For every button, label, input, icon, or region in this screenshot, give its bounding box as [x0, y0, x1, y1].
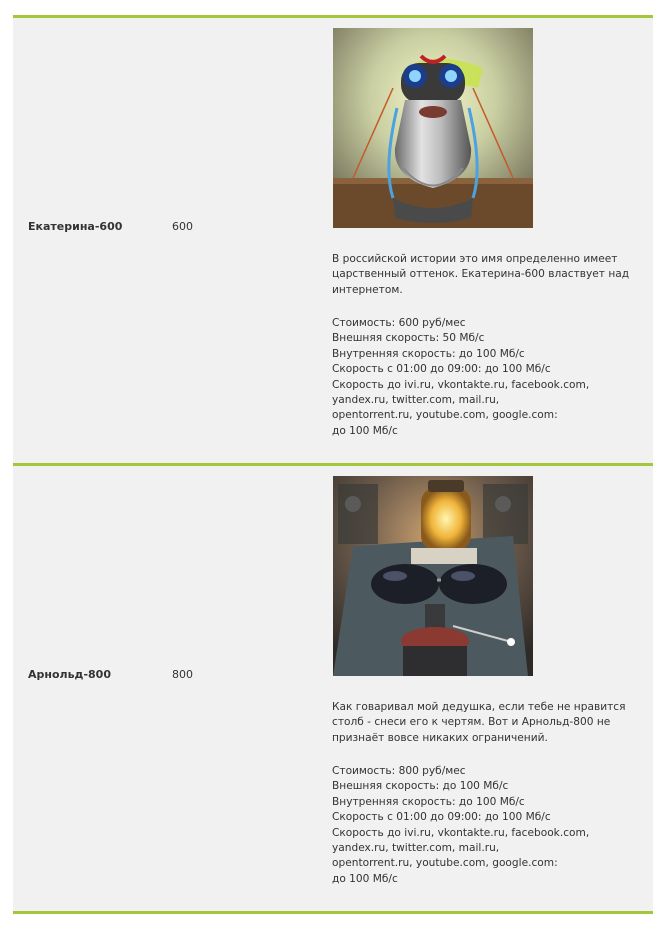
spec-sites-speed-cont: yandex.ru, twitter.com, mail.ru,: [332, 394, 500, 407]
spec-night-speed: Скорость с 01:00 до 09:00: до 100 Мб/с: [332, 363, 551, 376]
tariff-specs: [332, 764, 642, 887]
spec-sites-speed: Скорость до ivi.ru, vkontakte.ru, facebook.com,: [332, 378, 590, 391]
spec-cost: Стоимость: 600 руб/мес: [332, 317, 466, 329]
spec-internal-speed: Внутренняя скорость: до 100 Мб/с: [332, 347, 525, 360]
tariff-row-ekaterina: [13, 15, 653, 463]
spec-internal-speed: Внутренняя скорость: до 100 Мб/с: [332, 795, 525, 808]
spec-sites-speed-cont: opentorrent.ru, youtube.com, google.com:: [332, 857, 558, 870]
spec-sites-speed-cont: opentorrent.ru, youtube.com, google.com:: [332, 409, 558, 422]
robot-kettle-icon: [333, 28, 533, 228]
tariff-description: В российской истории это имя определенно имеет царственный оттенок. Екатерина-600 властвует над интернетом.: [332, 253, 630, 296]
spec-sites-speed-value: до 100 Мб/с: [332, 424, 398, 437]
robot-lamp-sunglasses-icon: [333, 476, 533, 676]
tariff-plans-table: [13, 15, 653, 914]
spec-sites-speed: Скорость до ivi.ru, vkontakte.ru, facebook.com,: [332, 826, 590, 839]
spec-night-speed: Скорость с 01:00 до 09:00: до 100 Мб/с: [332, 811, 551, 824]
spec-cost: Стоимость: 800 руб/мес: [332, 765, 466, 777]
tariff-price: 800: [172, 668, 193, 681]
tariff-description: Как говаривал мой дедушка, если тебе не нравится столб - снеси его к чертям. Вот и Арнольд-800 не признаёт вовсе никаких ограничений.: [332, 701, 626, 744]
spec-external-speed: Внешняя скорость: 50 Мб/с: [332, 332, 485, 345]
spec-sites-speed-cont: yandex.ru, twitter.com, mail.ru,: [332, 842, 500, 855]
tariff-row-arnold: [13, 463, 653, 914]
tariff-price: 600: [172, 220, 193, 233]
spec-external-speed: Внешняя скорость: до 100 Мб/с: [332, 780, 509, 793]
tariff-name: Арнольд-800: [28, 668, 111, 681]
tariff-specs: [332, 316, 642, 439]
tariff-name: Екатерина-600: [28, 220, 123, 233]
spec-sites-speed-value: до 100 Мб/с: [332, 872, 398, 885]
